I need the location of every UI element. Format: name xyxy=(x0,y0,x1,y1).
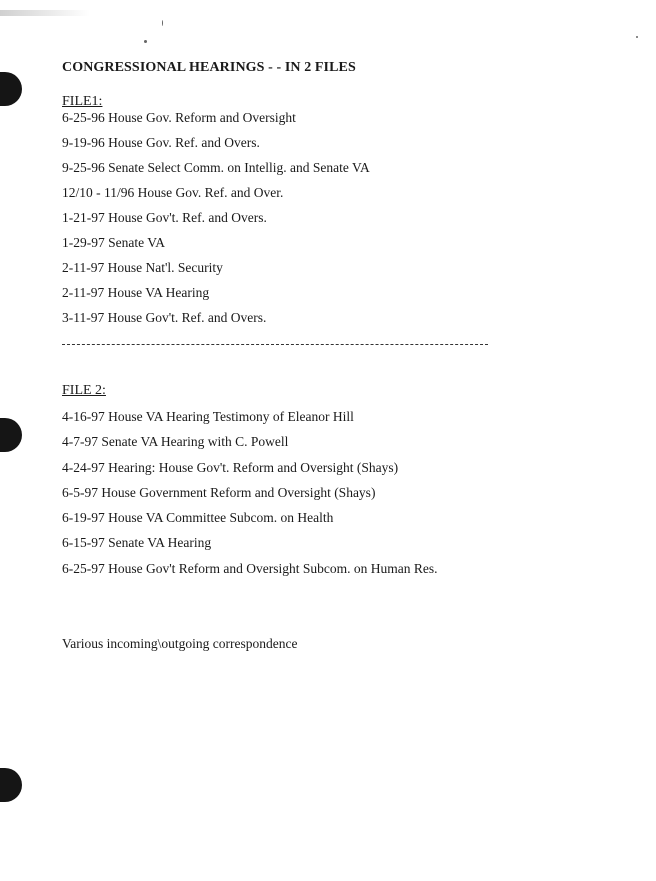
file1-entry: 9-19-96 House Gov. Ref. and Overs. xyxy=(62,135,260,150)
file1-entry: 9-25-96 Senate Select Comm. on Intellig. and Senate VA xyxy=(62,160,370,175)
file2-heading: FILE 2: xyxy=(62,383,106,398)
file2-entry: 6-25-97 House Gov't Reform and Oversight Subcom. on Human Res. xyxy=(62,561,438,576)
file1-entry: 2-11-97 House VA Hearing xyxy=(62,285,210,300)
scan-speck xyxy=(162,20,163,26)
file2-entry: 6-19-97 House VA Committee Subcom. on Health xyxy=(62,510,334,525)
punch-hole-bottom xyxy=(0,768,22,802)
file2-entry: 4-16-97 House VA Hearing Testimony of Eleanor Hill xyxy=(62,409,354,424)
punch-hole-middle xyxy=(0,418,22,452)
file1-entry: 12/10 - 11/96 House Gov. Ref. and Over. xyxy=(62,185,284,200)
file1-entry: 3-11-97 House Gov't. Ref. and Overs. xyxy=(62,310,267,325)
file1-heading: FILE1: xyxy=(62,94,103,109)
file2-entry: 6-15-97 Senate VA Hearing xyxy=(62,535,212,550)
file1-entry: 1-29-97 Senate VA xyxy=(62,235,165,250)
punch-hole-top xyxy=(0,72,22,106)
correspondence-note: Various incoming\outgoing correspondence xyxy=(62,636,298,651)
section-divider xyxy=(62,344,488,345)
scan-speck xyxy=(144,40,147,43)
file1-entry: 1-21-97 House Gov't. Ref. and Overs. xyxy=(62,210,267,225)
scan-smudge xyxy=(0,10,90,16)
file1-entry: 6-25-96 House Gov. Reform and Oversight xyxy=(62,110,296,125)
file2-entry: 4-24-97 Hearing: House Gov't. Reform and Oversight (Shays) xyxy=(62,460,399,475)
file2-entry: 6-5-97 House Government Reform and Oversight (Shays) xyxy=(62,485,376,500)
file2-entry: 4-7-97 Senate VA Hearing with C. Powell xyxy=(62,434,289,449)
scan-speck xyxy=(636,36,638,38)
file1-entry: 2-11-97 House Nat'l. Security xyxy=(62,260,223,275)
page-title: CONGRESSIONAL HEARINGS - - IN 2 FILES xyxy=(62,60,356,75)
